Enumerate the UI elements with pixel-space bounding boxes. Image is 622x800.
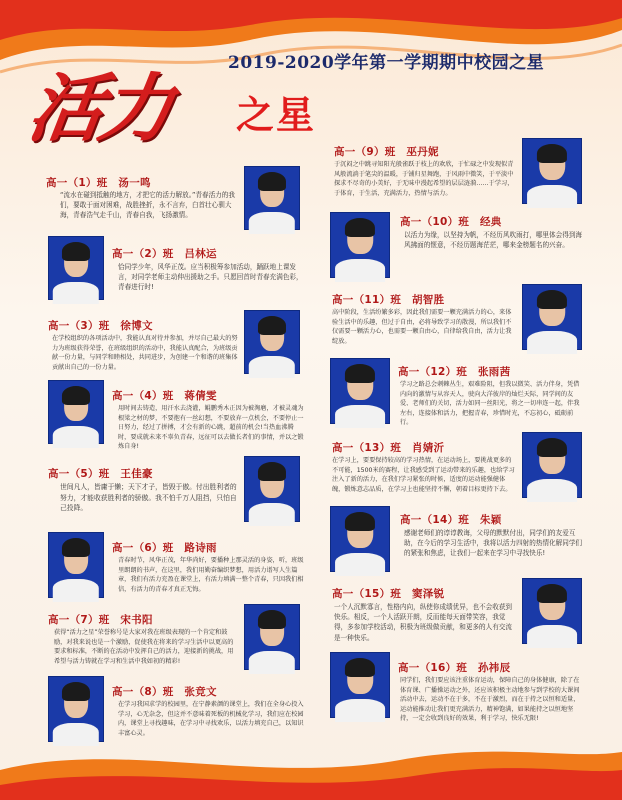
student-desc-3: 在学校组织的各项活动中，我能认真对待并参加，并尽自己最大的努力为班级获得荣誉，在班级组织的活动中，我能认真配合，为班级贡献一份力量，与同学和睦相处，共同进步，为创建一个和谐的班集体贡献出自己的一份力量。 <box>52 335 238 371</box>
student-desc-7: 获得“活力之星”荣誉称号是大家对我在班级表现的一个肯定和鼓励，对我来说也是一个激励，促使我在将来的学习生活中以更高的要求和标准，不断的在活动中发挥自己的活力，迎接新的挑战，用希望与活力铸就在学习和生活中我如初的精彩! <box>54 629 234 665</box>
student-photo-12 <box>330 358 390 424</box>
student-name-10: 高一（10）班 经典 <box>400 216 502 228</box>
student-name-12: 高一（12）班 张雨茜 <box>398 366 511 378</box>
student-photo-6 <box>48 532 104 598</box>
student-name-13: 高一（13）班 肖婧沂 <box>332 442 445 454</box>
student-desc-4: 用时间去铸造，用汗水去浇灌，鲲鹏秀木正因为被淘磨，才被灵魂为根梁之材的梦，不要抱有一丝幻想，不要放弃一点机会，不要停止一日努力，经过了拼搏，才会有新的心跳，超前的机会!当热血沸腾时，要成就未来不辜负青春，远征可以去做长者们的事情，并以之锻炼自身! <box>118 405 304 451</box>
student-photo-1 <box>244 166 300 230</box>
small-title: 之星 <box>236 93 317 137</box>
student-desc-2: 恰同学少年，风华正茂。应当积极筹参加活动，踊跃地上课发言，对同学老师主动伸出援助之手。只愿回首时青春充满色彩，青春进行时! <box>118 263 303 292</box>
student-photo-10 <box>330 212 390 278</box>
student-photo-7 <box>244 604 300 670</box>
student-photo-13 <box>522 432 582 498</box>
student-photo-4 <box>48 380 104 444</box>
student-name-3: 高一（3）班 徐博文 <box>48 320 153 332</box>
student-desc-12: 学习之路总会刺棘丛生，艰难险阻，但我以微笑、活力伴身，凭借内向的激情与从容天人，驶向大洋彼岸的灿烂天际，同学间的友爱、老师们的关切，活力如同一丝阳光，将之一切串连一起，伴我左右，连接体和活力，把握青春，珍惜时光，不忘初心，砥砺前行。 <box>400 381 580 427</box>
student-photo-14 <box>330 506 390 572</box>
student-desc-8: 在学习我国求学的校园里，在宁静素颜的课堂上，我们在全身心投入学习，心无杂念，但这并不意味着死板的机械化学习，我们应在校园内，课堂上寻找趣味，在学习中寻找欢乐，以活力填充自己，以知识丰富心灵。 <box>118 701 304 737</box>
student-photo-5 <box>244 456 300 522</box>
student-desc-6: 青春时节，风华正茂，年华尚好，要播种上那灵活的身姿，听，班级里朗朗的书声，在这里，我们用勤奋编织梦想，用活力谱写人生篇章，我们有活力充盈在课堂上，有活力填满一整个青春，只因我们相信，有活力的青春才真正无悔。 <box>118 557 304 593</box>
student-photo-16 <box>330 652 390 718</box>
student-name-8: 高一（8）班 张竞文 <box>112 686 217 698</box>
student-name-14: 高一（14）班 朱颖 <box>400 514 502 526</box>
student-desc-15: 一个人沉默寡言，性格内向，纵使你成绩优异，也不会收获到快乐。相反，一个人活跃开朗，反而能每天面带笑容，我觉得，多参加学校活动，积极为班级做贡献，和更多的人有交流是一种快乐。 <box>334 603 513 642</box>
student-photo-11 <box>522 284 582 350</box>
student-photo-15 <box>522 578 582 644</box>
student-name-11: 高一（11）班 胡智胜 <box>332 294 445 306</box>
student-desc-10: 以活力为缘，以坚持为帆，不经历风吹雨打，哪里体会得到海风拂面的惬意，不经历题海茫茫，哪来金榜题名的兴奋。 <box>404 231 583 250</box>
term-title: 2019-2020学年第一学期期中校园之星 <box>228 53 545 73</box>
student-name-9: 高一（9）班 巫丹妮 <box>334 146 439 158</box>
student-desc-9: 于沉闷之中跳寻知阳光般雀跃于枝上的欢欣，于忙碌之中发现似青风般流淌于笔尖的温暖，于铺归星舞跑，于风雨中微笑，于平淡中探求不尽奇的小美好，于无味中漫起希望的层层涟漪……于学习，于体育，于生活，充满活力，热情与活力。 <box>334 161 514 197</box>
student-photo-3 <box>244 310 300 374</box>
student-name-7: 高一（7）班 宋书阳 <box>48 614 153 626</box>
student-name-1: 高一（1）班 汤一鸣 <box>46 177 151 189</box>
student-name-2: 高一（2）班 吕林运 <box>112 248 217 260</box>
student-desc-11: 高中阶段，生活纷繁多彩，因此我们需要一颗充满活力的心，来体验生活中的乐趣，但过于自由，必将导致学习的散漫，所以我们不仅需要一颗活力心，也需要一颗自由心，自律给我自由，活力让我绽放。 <box>332 309 512 345</box>
student-desc-5: 世间凡人，皆庸于懒；天下才子，皆毁于傲。付出胜利者的努力，才能收获胜利者的骄傲。我不怕千万人阻挡，只怕自己投降。 <box>60 483 237 513</box>
student-desc-14: 感谢老师们的谆谆教诲，父母的默默付出，同学们的友爱互助，在今后的学习生活中，我将以活力四射的热情化解同学们的紧张和焦虑，让我们一起来在学习中寻找快乐! <box>404 529 583 558</box>
student-photo-8 <box>48 676 104 742</box>
student-name-6: 高一（6）班 路诗雨 <box>112 542 217 554</box>
student-name-4: 高一（4）班 蒋倩雯 <box>112 390 217 402</box>
student-name-16: 高一（16）班 孙祎辰 <box>398 662 511 674</box>
student-name-5: 高一（5）班 王佳豪 <box>48 468 153 480</box>
student-name-15: 高一（15）班 窦泽锐 <box>332 588 445 600</box>
student-photo-9 <box>522 138 582 204</box>
big-title: 活力 <box>23 66 176 152</box>
student-desc-16: 同学们，我们要应该注重体育运动，保障自己的身体健康，除了在体育课、广播操运动之外，还应该积极主动地参与到学校的大课间活动中去，运动不在于多，不在于激烈，而在于持之以恒和适量，运动能推动让我们更充满活力，精神饱满，如果能持之以恒地坚持，一定会收到良好的效果，利于学习，快乐无限! <box>400 677 580 723</box>
student-desc-1: “流水在碰到抵触的地方，才把它的活力解放。”青春活力的我们，要敢于面对困难，战胜挫折，永不言弃，白首壮心驯大海，青春浩气走千山，青春自我，飞扬激情。 <box>60 191 235 220</box>
student-desc-13: 在学习上，要要保持较高的学习热情，在运动场上，要挑战更多的不可能，1500米的赛程，让我感受到了运动带来的乐趣，也给学习注入了新的活力，在我们学习紧张的时候，适度的运动能强健体魄，锻炼意志品质，在学习上也能坚持不懈，朝着目标更持下去。 <box>332 457 515 493</box>
student-photo-2 <box>48 236 104 300</box>
